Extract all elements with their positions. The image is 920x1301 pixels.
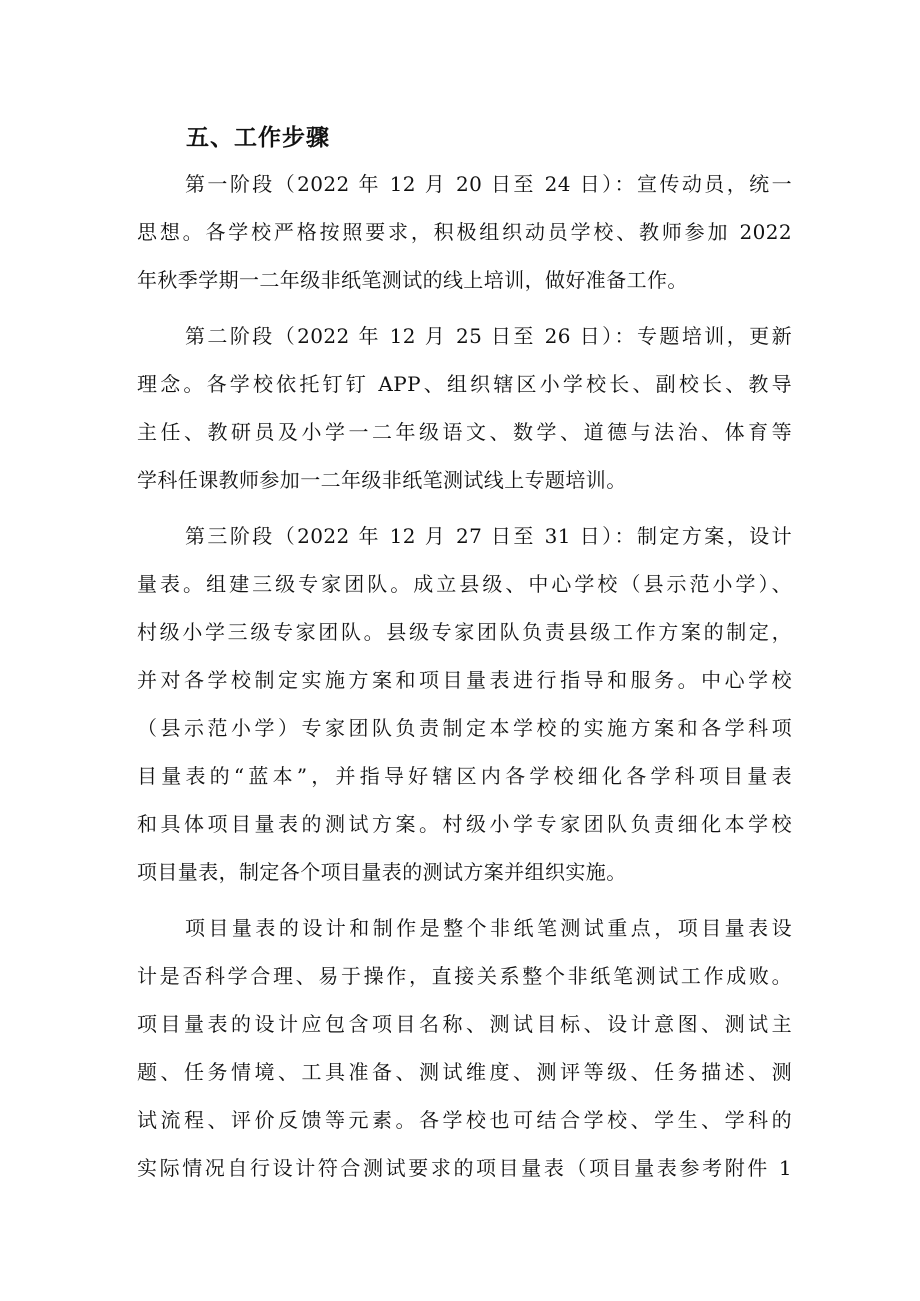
text-line: 思想。各学校严格按照要求，积极组织动员学校、教师参加 2022 <box>137 220 792 244</box>
text-line: 量表。组建三级专家团队。成立县级、中心学校（县示范小学）、 <box>137 572 792 596</box>
text-line: 学科任课教师参加一二年级非纸笔测试线上专题培训。 <box>137 468 627 492</box>
text-line: 第一阶段（2022 年 12 月 20 日至 24 日）：宣传动员，统一 <box>185 172 792 196</box>
text-line: 项目量表的设计应包含项目名称、测试目标、设计意图、测试主 <box>137 1012 792 1036</box>
text-line: 目量表的“蓝本”，并指导好辖区内各学校细化各学科项目量表 <box>137 764 792 788</box>
paragraph <box>137 512 792 896</box>
text-line: 理念。各学校依托钉钉 APP、组织辖区小学校长、副校长、教导 <box>137 372 792 396</box>
text-line: 试流程、评价反馈等元素。各学校也可结合学校、学生、学科的 <box>137 1108 792 1132</box>
text-line: 和具体项目量表的测试方案。村级小学专家团队负责细化本学校 <box>137 812 792 836</box>
text-line: 第三阶段（2022 年 12 月 27 日至 31 日）：制定方案，设计 <box>185 524 792 548</box>
text-line: （县示范小学）专家团队负责制定本学校的实施方案和各学科项 <box>137 716 792 740</box>
document-body <box>137 160 792 1192</box>
text-line: 题、任务情境、工具准备、测试维度、测评等级、任务描述、测 <box>137 1060 792 1084</box>
text-line: 实际情况自行设计符合测试要求的项目量表（项目量表参考附件 1 <box>137 1156 792 1180</box>
paragraph <box>137 904 792 1192</box>
text-line: 项目量表，制定各个项目量表的测试方案并组织实施。 <box>137 860 627 884</box>
text-line: 主任、教研员及小学一二年级语文、数学、道德与法治、体育等 <box>137 420 792 444</box>
text-line: 计是否科学合理、易于操作，直接关系整个非纸笔测试工作成败。 <box>137 964 792 988</box>
text-line: 第二阶段（2022 年 12 月 25 日至 26 日）：专题培训，更新 <box>185 324 792 348</box>
paragraph <box>137 312 792 504</box>
paragraph <box>137 160 792 304</box>
text-line: 村级小学三级专家团队。县级专家团队负责县级工作方案的制定， <box>137 620 792 644</box>
text-line: 年秋季学期一二年级非纸笔测试的线上培训，做好准备工作。 <box>137 268 688 292</box>
text-line: 并对各学校制定实施方案和项目量表进行指导和服务。中心学校 <box>137 668 792 692</box>
section-heading: 五、工作步骤 <box>186 125 330 151</box>
text-line: 项目量表的设计和制作是整个非纸笔测试重点，项目量表设 <box>185 916 792 940</box>
